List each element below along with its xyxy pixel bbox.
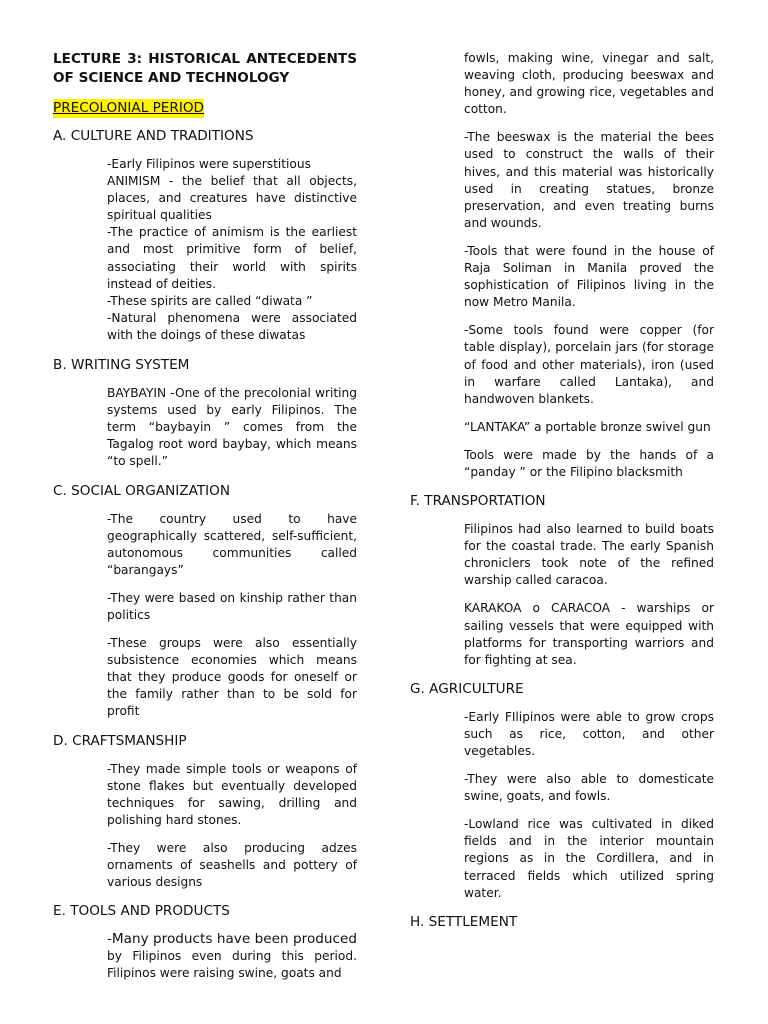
tools-paragraph: fowls, making wine, vinegar and salt, weaving cloth, producing beeswax and honey, and growing rice, vegetables and cotton. — [464, 51, 714, 117]
heading-writing: B. WRITING SYSTEM — [53, 357, 190, 374]
right-column — [410, 50, 714, 942]
page-title: LECTURE 3: HISTORICAL ANTECEDENTS OF SCIENCE AND TECHNOLOGY — [53, 51, 357, 86]
culture-line: -Natural phenomena were associated with the doings of these diwatas — [107, 310, 357, 342]
writing-paragraph: BAYBAYIN -One of the precolonial writing systems used by early Filipinos. The term “baybayin ” comes from the Tagalog root word baybay, which means “to spell.” — [107, 386, 357, 469]
heading-settlement: H. SETTLEMENT — [410, 913, 518, 930]
culture-block — [107, 156, 357, 344]
craft-paragraph: -They made simple tools or weapons of stone flakes but eventually developed techniques for sawing, drilling and polishing hard stones. — [107, 761, 357, 827]
transport-paragraph: Filipinos had also learned to build boats for the coastal trade. The early Spanish chroniclers took note of the refined warship called caracoa. — [464, 522, 714, 588]
agriculture-paragraph: -They were also able to domesticate swine, goats, and fowls. — [464, 772, 714, 804]
tools-lead-rest: by Filipinos even during this period. Filipinos were raising swine, goats and — [107, 949, 357, 981]
heading-transportation: F. TRANSPORTATION — [410, 493, 546, 510]
transport-block — [464, 521, 714, 669]
left-column — [53, 50, 357, 993]
transport-paragraph: KARAKOA o CARACOA - warships or sailing vessels that were equipped with platforms for transporting warriors and for fighting at sea. — [464, 601, 714, 667]
tools-paragraph: -Some tools found were copper (for table display), porcelain jars (for storage of food and other materials), iron (used in warfare called Lantaka), and handwoven blankets. — [464, 323, 714, 406]
culture-line: -The practice of animism is the earliest and most primitive form of belief, associating their world with spirits instead of deities. — [107, 225, 357, 291]
tools-block-start — [107, 931, 357, 982]
tools-lead: -Many products have been produced — [107, 931, 357, 948]
craft-block — [107, 761, 357, 892]
agriculture-paragraph: -Lowland rice was cultivated in diked fields and in the interior mountain regions as in the Cordillera, and in terraced fields which utilized spring water. — [464, 817, 714, 900]
agriculture-paragraph: -Early FIlipinos were able to grow crops such as rice, cotton, and other vegetables. — [464, 709, 714, 758]
social-paragraph: -The country used to have geographically scattered, self-sufficient, autonomous communities called “barangays” — [107, 511, 357, 577]
social-paragraph: -They were based on kinship rather than politics — [107, 590, 357, 622]
agriculture-block — [464, 709, 714, 902]
social-block — [107, 511, 357, 721]
tools-paragraph: -The beeswax is the material the bees used to construct the walls of their hives, and this material was historically used in creating statues, bronze preservation, and even treating burns and wounds. — [464, 130, 714, 230]
heading-agriculture: G. AGRICULTURE — [410, 680, 524, 697]
heading-culture: A. CULTURE AND TRADITIONS — [53, 128, 254, 144]
tools-paragraph: -Tools that were found in the house of Raja Soliman in Manila proved the sophistication of Filipinos living in the now Metro Manila. — [464, 243, 714, 310]
heading-social: C. SOCIAL ORGANIZATION — [53, 482, 231, 499]
writing-block — [107, 385, 357, 470]
period-heading: PRECOLONIAL PERIOD — [53, 100, 204, 116]
tools-block-cont — [464, 50, 714, 481]
heading-craftsmanship: D. CRAFTSMANSHIP — [53, 732, 187, 749]
culture-line: -These spirits are called “diwata ” — [107, 293, 313, 308]
tools-paragraph: “LANTAKA” a portable bronze swivel gun — [464, 419, 711, 434]
craft-paragraph: -They were also producing adzes ornaments of seashells and pottery of various designs — [107, 840, 357, 890]
heading-tools: E. TOOLS AND PRODUCTS — [53, 903, 230, 920]
tools-paragraph: Tools were made by the hands of a “panday ” or the Filipino blacksmith — [464, 447, 714, 479]
culture-line: -Early Filipinos were superstitious — [107, 157, 311, 171]
social-paragraph: -These groups were also essentially subsistence economies which means that they produce goods for oneself or the family rather than to be sold for profit — [107, 636, 357, 719]
culture-line: ANIMISM - the belief that all objects, places, and creatures have distinctive spiritual qualities — [107, 174, 357, 223]
tools-paragraph — [107, 931, 357, 982]
